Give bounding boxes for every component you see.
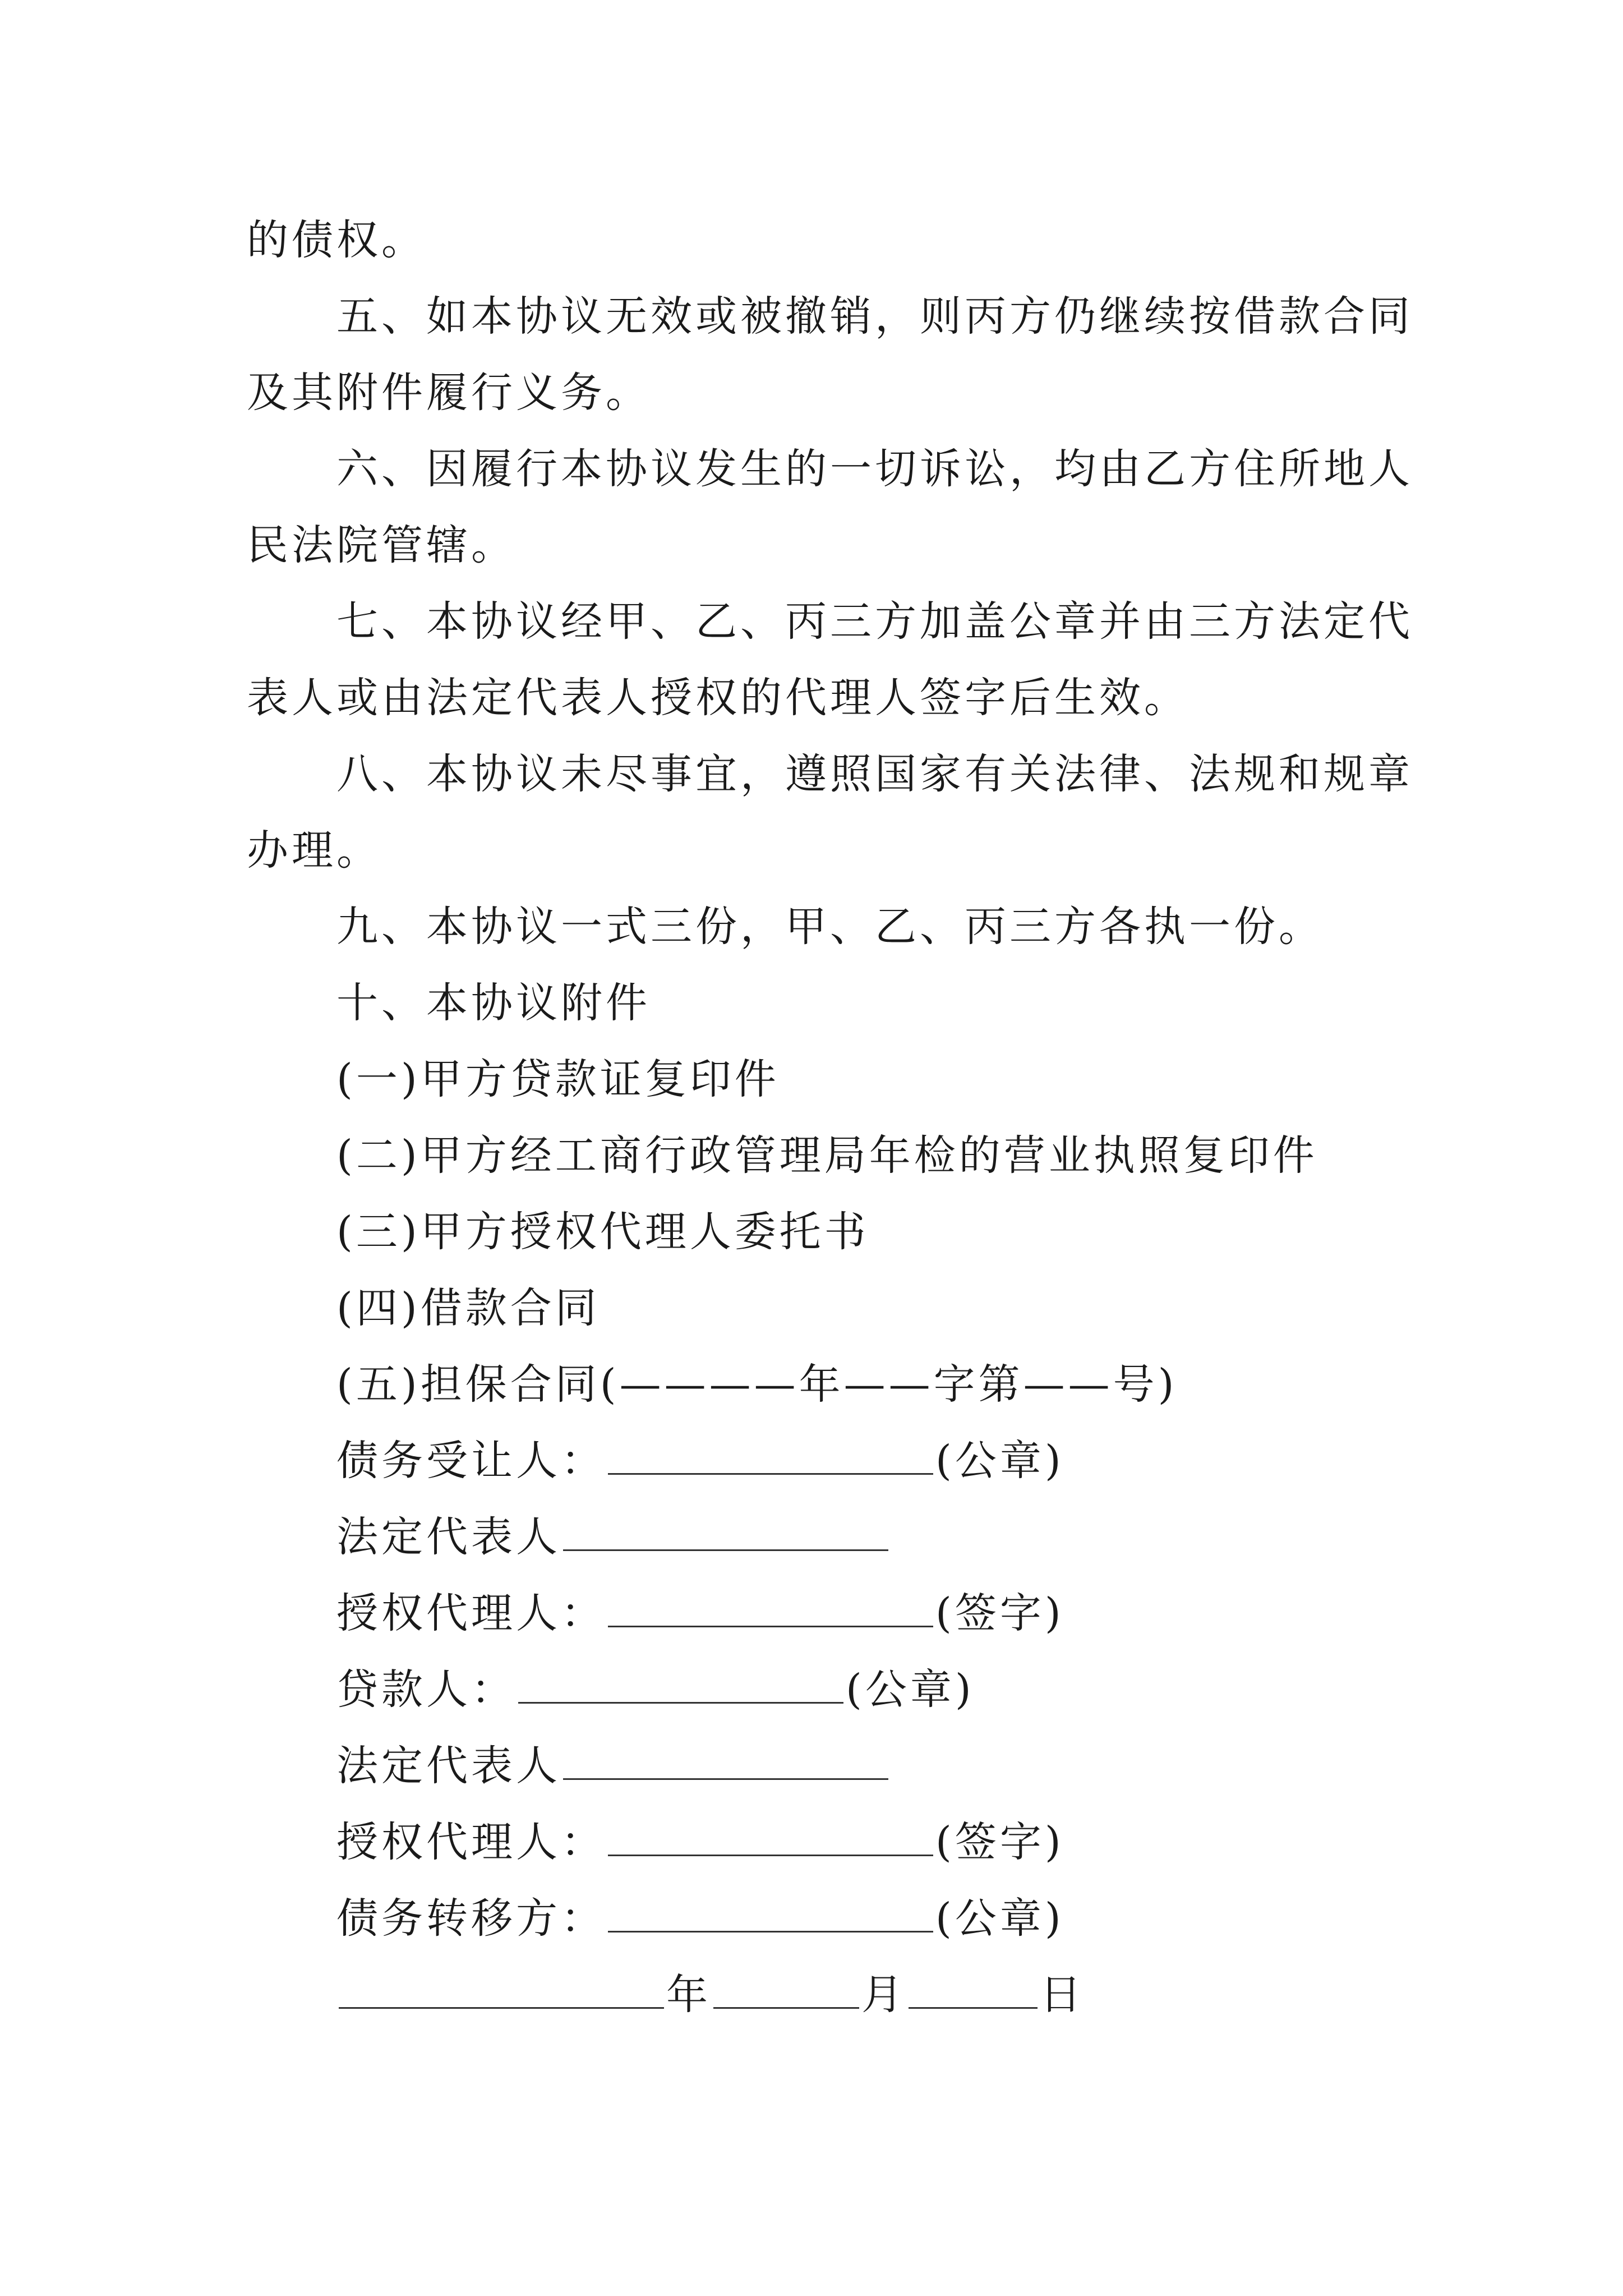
lender-rep-row: [247, 1728, 1391, 1804]
month-label: 月: [861, 1971, 906, 2019]
clause-nine: 九、本协议一式三份，甲、乙、丙三方各执一份。: [336, 903, 1324, 951]
lender-agent-suffix: (签字): [935, 1818, 1064, 1866]
assignee-agent-blank[interactable]: [608, 1592, 933, 1627]
document-page: [247, 202, 1413, 2033]
paragraph-line: 的债权。: [247, 216, 426, 264]
assignee-label: 债务受让人：: [336, 1437, 606, 1485]
clause-eight-line-2: 办理。: [247, 826, 381, 875]
lender-agent-blank[interactable]: [608, 1821, 933, 1856]
assignee-blank[interactable]: [608, 1439, 933, 1475]
transferor-suffix: (公章): [935, 1894, 1064, 1943]
lender-blank[interactable]: [518, 1668, 843, 1704]
assignee-rep-label: 法定代表人: [336, 1513, 561, 1561]
clause-six-line-2: 民法院管辖。: [247, 521, 516, 569]
assignee-signature-row: [247, 1423, 1391, 1499]
clause-six-line-1: 六、因履行本协议发生的一切诉讼，均由乙方住所地人: [336, 445, 1413, 493]
lender-signature-row: [247, 1651, 1391, 1728]
clause-five-line-2: 及其附件履行义务。: [247, 369, 651, 417]
attachment-item: (三)甲方授权代理人委托书: [336, 1208, 869, 1256]
day-label: 日: [1040, 1971, 1085, 2019]
lender-rep-label: 法定代表人: [336, 1742, 561, 1790]
assignee-rep-blank[interactable]: [563, 1516, 888, 1551]
attachment-item: (二)甲方经工商行政管理局年检的营业执照复印件: [336, 1131, 1318, 1180]
assignee-suffix: (公章): [935, 1437, 1064, 1485]
attachment-item: (四)借款合同: [336, 1284, 600, 1332]
date-row: [247, 1957, 1391, 2033]
assignee-agent-suffix: (签字): [935, 1589, 1064, 1637]
lender-agent-label: 授权代理人：: [336, 1818, 606, 1866]
attachment-item: (五)担保合同(————年——字第——号): [336, 1360, 1178, 1409]
year-label: 年: [666, 1971, 711, 2019]
clause-seven-line-1: 七、本协议经甲、乙、丙三方加盖公章并由三方法定代: [336, 597, 1413, 646]
assignee-agent-row: [247, 1575, 1391, 1651]
attachment-item: (一)甲方贷款证复印件: [336, 1055, 780, 1103]
transferor-blank[interactable]: [608, 1897, 933, 1932]
clause-seven-line-2: 表人或由法定代表人授权的代理人签字后生效。: [247, 674, 1189, 722]
lender-label: 贷款人：: [336, 1665, 516, 1714]
month-blank[interactable]: [713, 1973, 859, 2009]
lender-agent-row: [247, 1804, 1391, 1880]
clause-eight-line-1: 八、本协议未尽事宜，遵照国家有关法律、法规和规章: [336, 750, 1413, 798]
clause-ten-heading: 十、本协议附件: [336, 979, 651, 1027]
transferor-label: 债务转移方：: [336, 1894, 606, 1943]
assignee-agent-label: 授权代理人：: [336, 1589, 606, 1637]
year-blank[interactable]: [339, 1973, 664, 2009]
transferor-signature-row: [247, 1880, 1391, 1957]
lender-suffix: (公章): [846, 1665, 975, 1714]
clause-five-line-1: 五、如本协议无效或被撤销，则丙方仍继续按借款合同: [336, 292, 1413, 341]
lender-rep-blank[interactable]: [563, 1745, 888, 1780]
assignee-rep-row: [247, 1499, 1391, 1575]
day-blank[interactable]: [909, 1973, 1038, 2009]
